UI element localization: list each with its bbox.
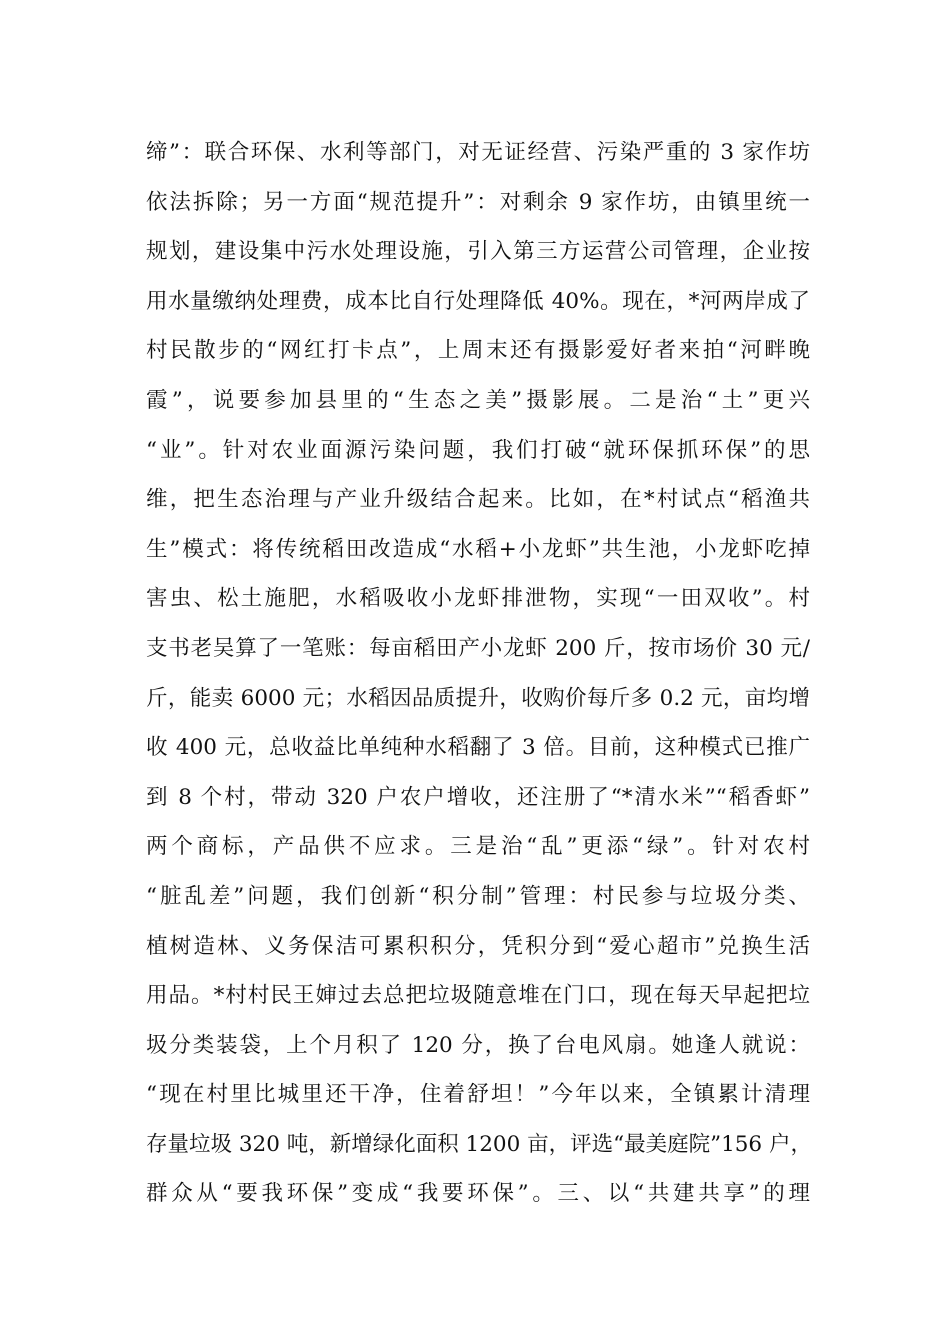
text-line: 用水量缴纳处理费，成本比自行处理降低 40%。现在，*河两岸成了	[146, 288, 810, 314]
text-line: 存量垃圾 320 吨，新增绿化面积 1200 亩，评选“最美庭院”156 户，	[146, 1131, 812, 1157]
text-line: 霞”，说要参加县里的“生态之美”摄影展。二是治“土”更兴	[146, 387, 810, 413]
text-line: 生”模式：将传统稻田改造成“水稻+小龙虾”共生池，小龙虾吃掉	[146, 536, 810, 562]
text-line: 植树造林、义务保洁可累积积分，凭积分到“爱心超市”兑换生活	[146, 933, 810, 959]
text-line: 到 8 个村，带动 320 户农户增收，还注册了“*清水米”“稻香虾”	[146, 784, 810, 810]
text-line: 斤，能卖 6000 元；水稻因品质提升，收购价每斤多 0.2 元，亩均增	[146, 685, 810, 711]
text-line: 缔”：联合环保、水利等部门，对无证经营、污染严重的 3 家作坊	[146, 140, 810, 165]
text-line: 两个商标，产品供不应求。三是治“乱”更添“绿”。针对农村	[146, 834, 810, 860]
text-line: 用品。*村村民王婶过去总把垃圾随意堆在门口，现在每天早起把垃	[146, 983, 810, 1009]
text-line: 群众从“要我环保”变成“我要环保”。三、以“共建共享”的理	[146, 1181, 810, 1207]
text-line: 依法拆除；另一方面“规范提升”：对剩余 9 家作坊，由镇里统一	[146, 189, 810, 215]
text-line: 害虫、松土施肥，水稻吸收小龙虾排泄物，实现“一田双收”。村	[146, 586, 810, 612]
text-line: 圾分类装袋，上个月积了 120 分，换了台电风扇。她逢人就说：	[146, 1032, 810, 1058]
text-line: “脏乱差”问题，我们创新“积分制”管理：村民参与垃圾分类、	[146, 883, 810, 909]
text-line: 收 400 元，总收益比单纯种水稻翻了 3 倍。目前，这种模式已推广	[146, 735, 810, 761]
body-paragraph	[146, 128, 810, 1219]
text-line: 维，把生态治理与产业升级结合起来。比如，在*村试点“稻渔共	[146, 487, 810, 513]
text-line: “现在村里比城里还干净，住着舒坦！”今年以来，全镇累计清理	[146, 1082, 810, 1108]
text-line: 规划，建设集中污水处理设施，引入第三方运营公司管理，企业按	[146, 239, 810, 265]
text-line: 支书老吴算了一笔账：每亩稻田产小龙虾 200 斤，按市场价 30 元/	[146, 635, 810, 661]
text-line: 村民散步的“网红打卡点”，上周末还有摄影爱好者来拍“河畔晚	[146, 338, 810, 364]
text-line: “业”。针对农业面源污染问题，我们打破“就环保抓环保”的思	[146, 437, 810, 463]
